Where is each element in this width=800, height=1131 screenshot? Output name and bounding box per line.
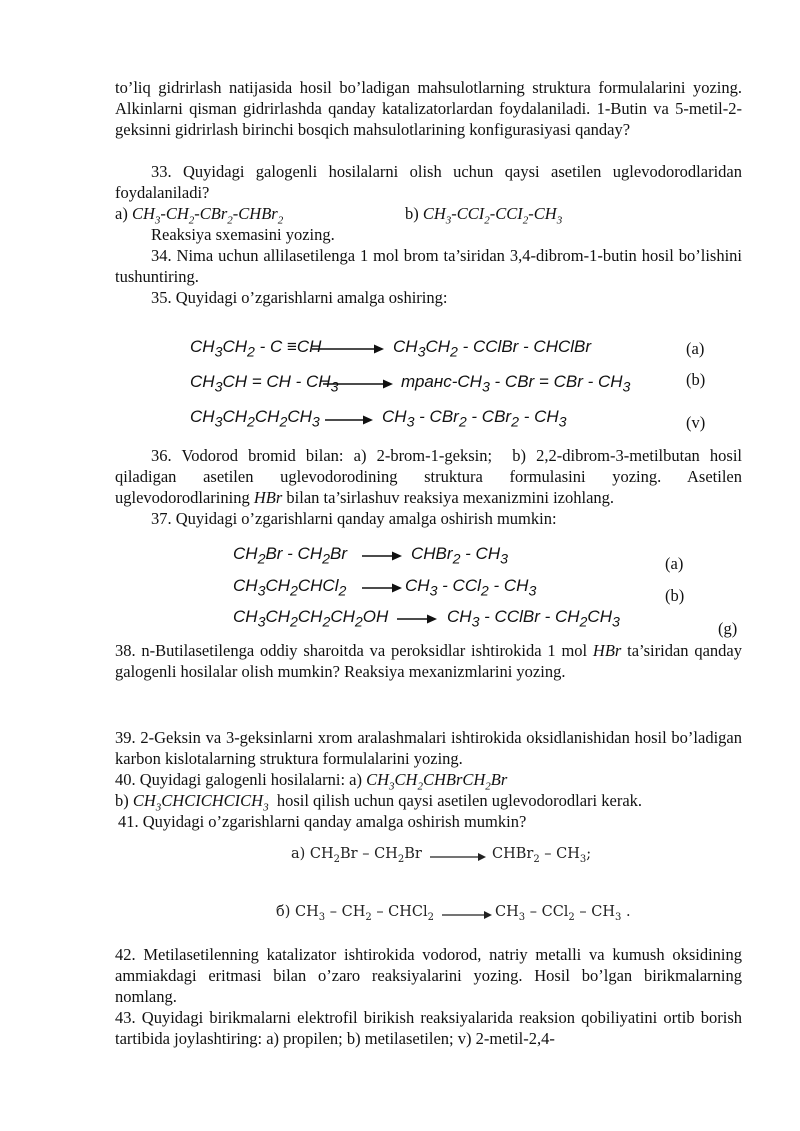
q35-eq-b-left: $CH_3CH$ = CH - $CH_3$ xyxy=(190,372,339,396)
question-40-b: b) $CH_3CHCICHCICH_3$ hosil qilish uchun qaysi asetilen uglevodorodlari kerak. xyxy=(115,791,643,814)
question-39: 39. 2-Geksin va 3-geksinlarni xrom aralashmalari ishtirokida oksidlanishidan hosil bo’ladigan karbon kislotalarning struktura formulalarini yozing. xyxy=(115,728,742,768)
question-42: 42. Metilasetilenning katalizator ishtirokida vodorod, natriy metalli va kumush oksidining ammiakdagi eritmasi bilan o’zaro reaksiyalarini yozing. Hosil bo’lgan birikmalarning nomlang. xyxy=(115,945,742,1006)
q41-eq-a-right: CHBr$_2$ – $CH_3$; xyxy=(492,846,592,865)
reaction-arrow-icon xyxy=(312,343,384,355)
q35-eq-a-left: $CH_3CH_2 - C \equiv CH$ xyxy=(190,337,322,361)
q35-eq-b-right: транс-$CH_3$ - CBr = CBr - $CH_3$ xyxy=(401,372,631,396)
question-35: 35. Quyidagi o’zgarishlarni amalga oshiring: xyxy=(151,288,448,307)
q37-eq-a-left: $CH_2Br - CH_2Br$ xyxy=(233,544,347,568)
reaction-arrow-icon xyxy=(397,613,437,625)
q33-option-b: b) $CH_3-CCI_2-CCI_2-CH_3$ xyxy=(405,204,563,227)
reaction-arrow-icon xyxy=(323,378,393,390)
q37-eq-g-right: $CH_3$ - CClBr - $CH_2CH_3$ xyxy=(447,607,620,631)
q41-eq-a: а) $CH_2Br - CH_2Br$ xyxy=(291,846,422,865)
question-34: 34. Nima uchun allilasetilenga 1 mol brom ta’siridan 3,4-dibrom-1-butin hosil bo’lishini tushuntiring. xyxy=(115,246,742,286)
reaction-arrow-icon xyxy=(362,550,402,562)
reaction-arrow-icon xyxy=(430,851,486,863)
q37-eq-a-right: CHBr$_2$ - $CH_3$ xyxy=(411,544,508,568)
q41-eq-b-right: $CH_3 - CCl_2 - CH_3$ . xyxy=(495,904,631,923)
q37-eq-b-right: $CH_3 - CCl_2 - CH_3$ xyxy=(405,576,537,600)
question-36: 36. Vodorod bromid bilan: a) 2-brom-1-geksin; b) 2,2-dibrom-3-metilbutan hosil qiladigan asetilen uglevodorodining struktura formulasini yozing. Asetilen uglevodorodlarining HBr bilan ta’sirlashuv reaksiya mexanizmini izohlang. xyxy=(115,446,742,507)
reaction-arrow-icon xyxy=(442,909,492,921)
q33-option-a: a) $CH_3-CH_2-CBr_2-CHBr_2$ xyxy=(115,204,284,227)
reaction-arrow-icon xyxy=(325,414,373,426)
q37-eq-g-left: $CH_3CH_2CH_2CH_2OH$ xyxy=(233,607,389,631)
q35-eq-a-label: (a) xyxy=(686,339,705,358)
question-43: 43. Quyidagi birikmalarni elektrofil birikish reaksiyalarida reaksion qobiliyatini ortib borish tartibida joylashtiring: a) propilen; b) metilasetilen; v) 2-metil-2,4- xyxy=(115,1008,742,1048)
question-38: 38. n-Butilasetilenga oddiy sharoitda va peroksidlar ishtirokida 1 mol HBr ta’siridan qanday galogenli hosilalar olish mumkin? Reaksiya mexanizmlarini yozing. xyxy=(115,641,742,681)
paragraph-intro: to’liq gidrirlash natijasida hosil bo’ladigan mahsulotlarning struktura formulalarini yozing. Alkinlarni qisman gidrirlashda qanday katalizatorlardan foydalaniladi. 1-Butin va 5-metil-2-geksinni gidrirlash birinchi bosqich mahsulotlarining konfigurasiyasi qanday? xyxy=(115,78,742,139)
q37-eq-b-left: $CH_3CH_2CHCl_2$ xyxy=(233,576,347,600)
q35-eq-b-label: (b) xyxy=(686,370,706,389)
q33-note: Reaksiya sxemasini yozing. xyxy=(151,225,335,244)
q41-eq-b: б) $CH_3 - CH_2$ – CHCl$_2$ xyxy=(276,904,435,923)
question-33: 33. Quyidagi galogenli hosilalarni olish uchun qaysi asetilen uglevodorodlaridan foydalaniladi? xyxy=(115,162,742,202)
q37-eq-a-label: (a) xyxy=(665,554,684,573)
q37-eq-g-label: (g) xyxy=(718,619,738,638)
q37-eq-b-label: (b) xyxy=(665,586,685,605)
q35-eq-v-label: (v) xyxy=(686,413,706,432)
question-41: 41. Quyidagi o’zgarishlarni qanday amalga oshirish mumkin? xyxy=(118,812,527,831)
reaction-arrow-icon xyxy=(362,582,402,594)
question-40-a: 40. Quyidagi galogenli hosilalarni: a) $CH_3CH_2CHBrCH_2Br$ xyxy=(115,770,508,793)
q35-eq-a-right: $CH_3CH_2$ - CClBr - CHClBr xyxy=(393,337,592,361)
question-37: 37. Quyidagi o’zgarishlarni qanday amalga oshirish mumkin: xyxy=(151,509,557,528)
q35-eq-v-right: $CH_3 - CBr_2 - CBr_2 - CH_3$ xyxy=(382,407,567,431)
q35-eq-v-left: $CH_3CH_2CH_2CH_3$ xyxy=(190,407,320,431)
